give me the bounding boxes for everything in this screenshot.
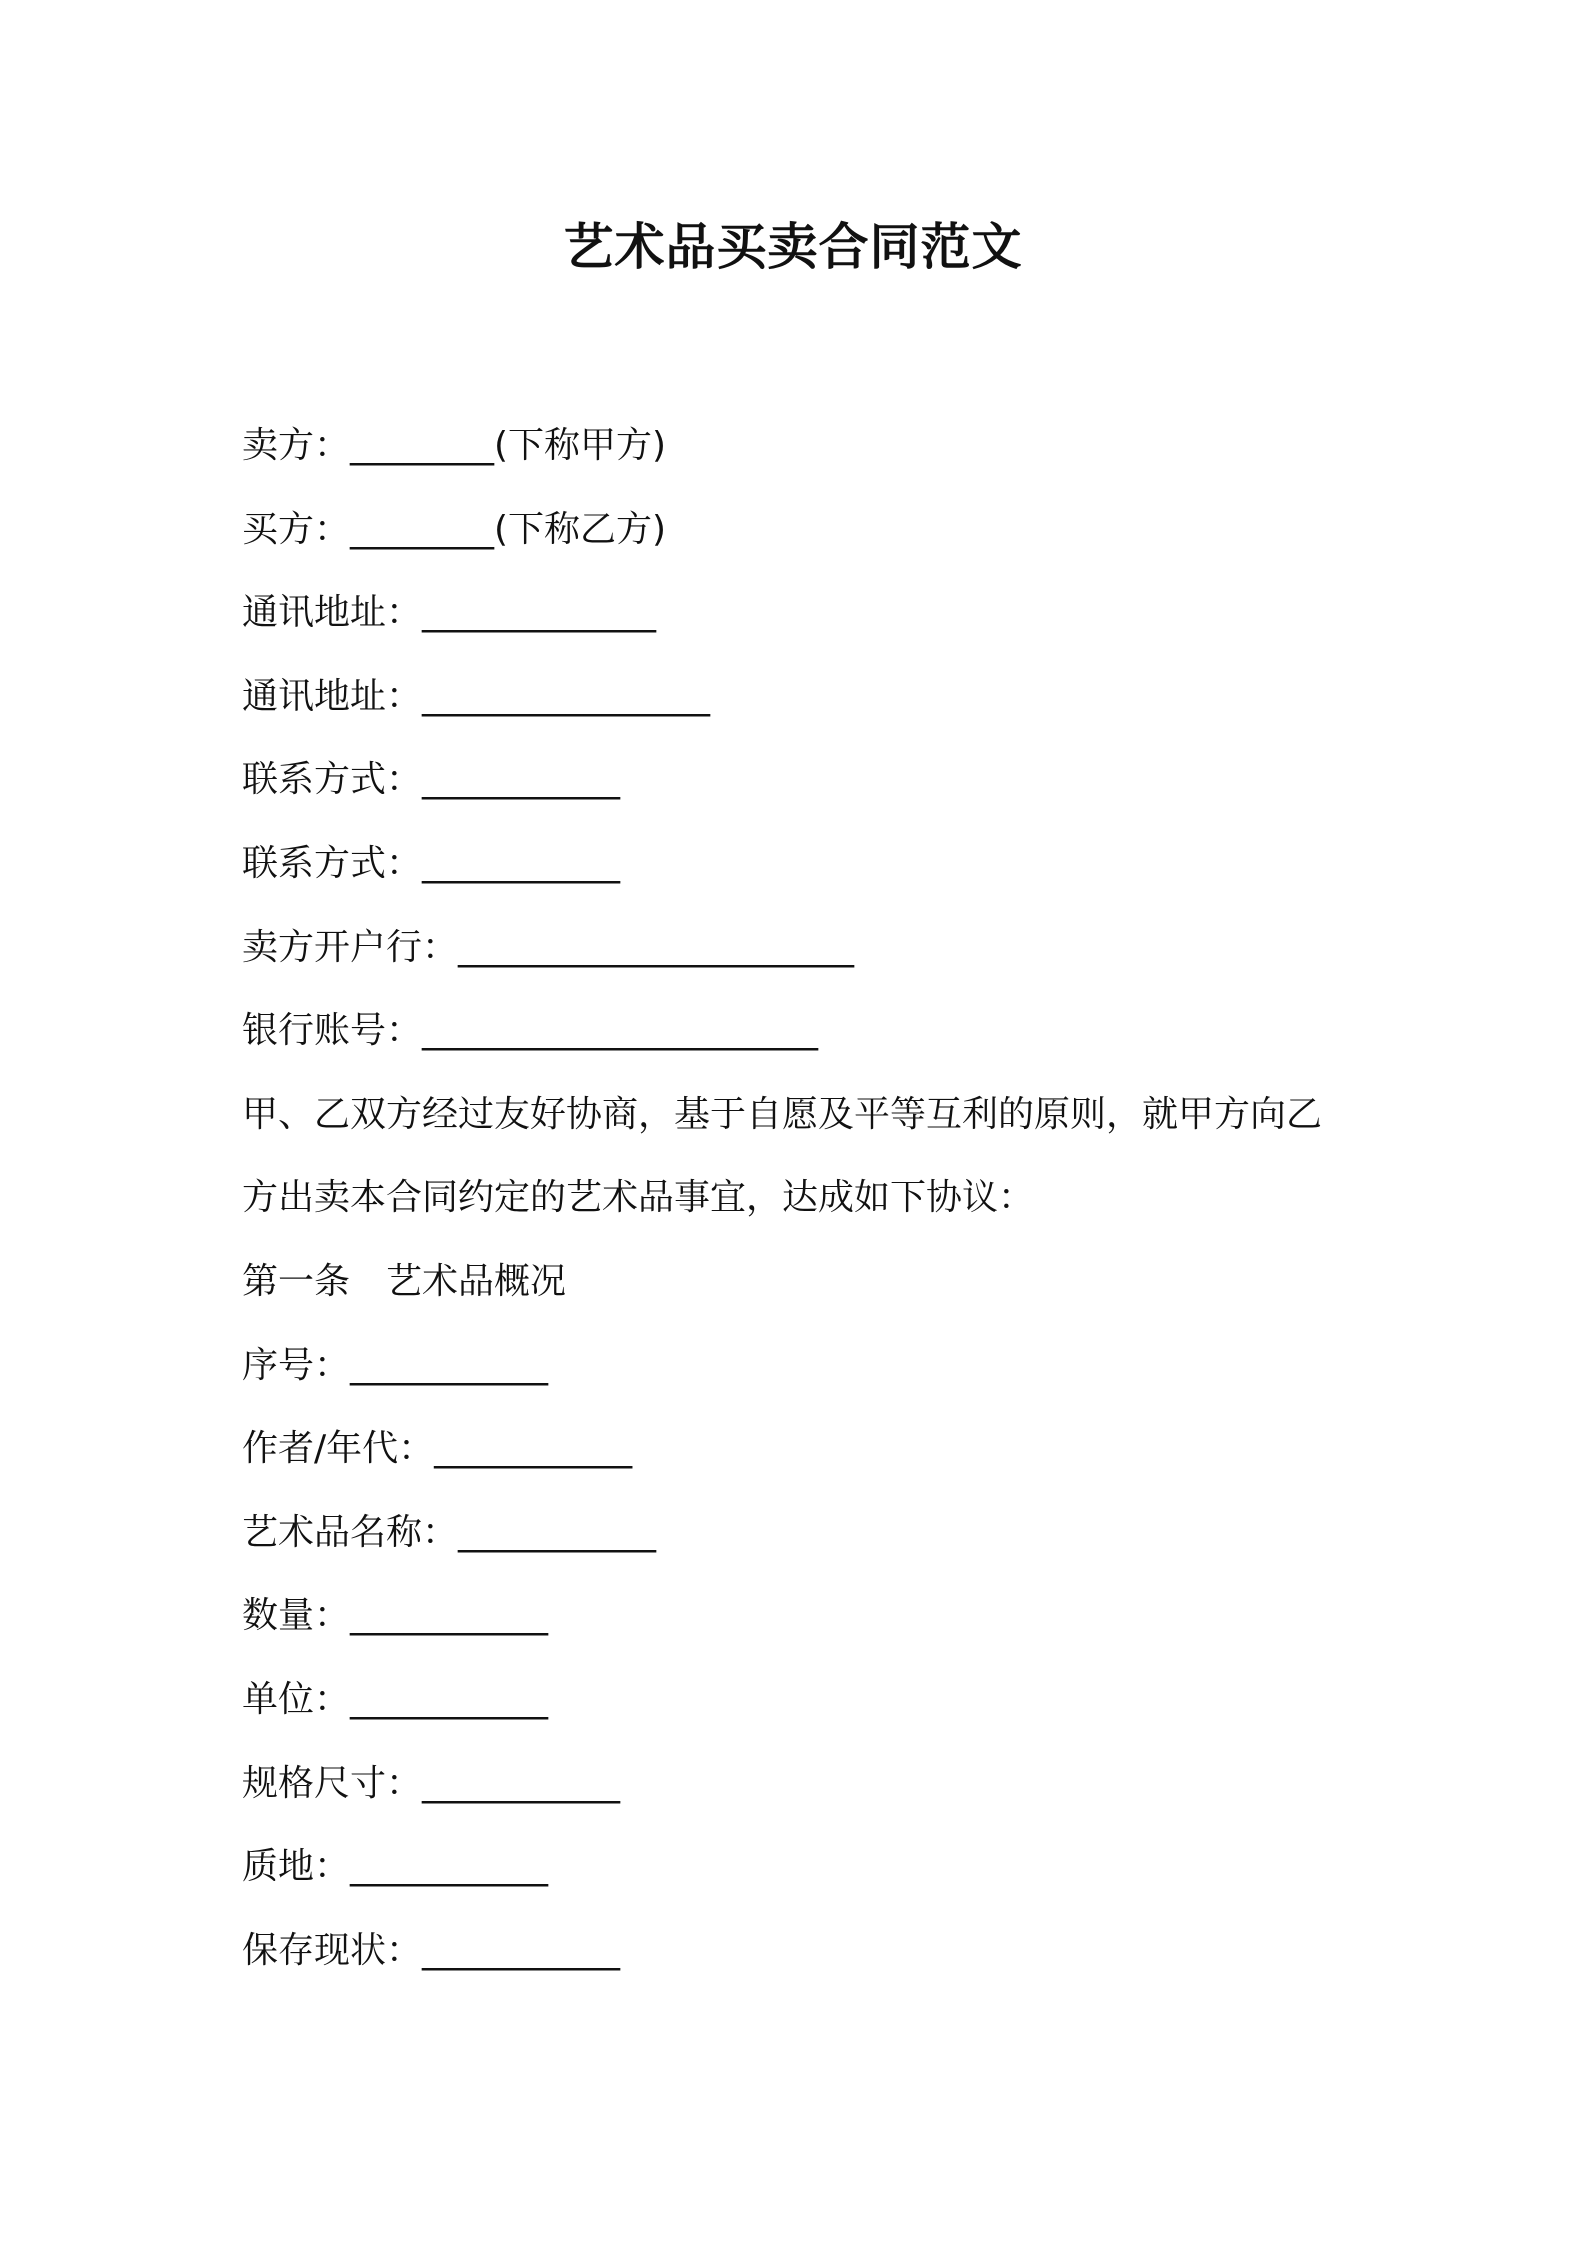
- bank-account-line: 银行账号：______________________: [242, 1010, 819, 1052]
- article-one-heading: 第一条 艺术品概况: [242, 1260, 567, 1302]
- address-line-2: 通讯地址：________________: [242, 675, 711, 717]
- buyer-line: 买方：________(下称乙方): [242, 508, 667, 550]
- preservation-status-line: 保存现状：___________: [242, 1929, 621, 1971]
- agreement-paragraph-line-2: 方出卖本合同约定的艺术品事宜，达成如下协议：: [242, 1177, 1035, 1219]
- contact-line-1: 联系方式：___________: [242, 759, 621, 801]
- quantity-line: 数量：___________: [242, 1595, 549, 1637]
- agreement-paragraph-line-1: 甲、乙双方经过友好协商，基于自愿及平等互利的原则，就甲方向乙: [242, 1093, 1323, 1135]
- unit-line: 单位：___________: [242, 1678, 549, 1720]
- author-era-line: 作者/年代：___________: [242, 1428, 633, 1470]
- dimensions-line: 规格尺寸：___________: [242, 1762, 621, 1804]
- address-line-1: 通讯地址：_____________: [242, 592, 657, 634]
- seller-line: 卖方：________(下称甲方): [242, 425, 667, 466]
- material-line: 质地：___________: [242, 1846, 549, 1888]
- document-title: 艺术品买卖合同范文: [563, 218, 1023, 276]
- seller-bank-line: 卖方开户行：______________________: [242, 926, 855, 968]
- serial-number-line: 序号：___________: [242, 1344, 549, 1386]
- contact-line-2: 联系方式：___________: [242, 842, 621, 884]
- contract-body: [242, 404, 1382, 1992]
- artwork-name-line: 艺术品名称：___________: [242, 1511, 657, 1553]
